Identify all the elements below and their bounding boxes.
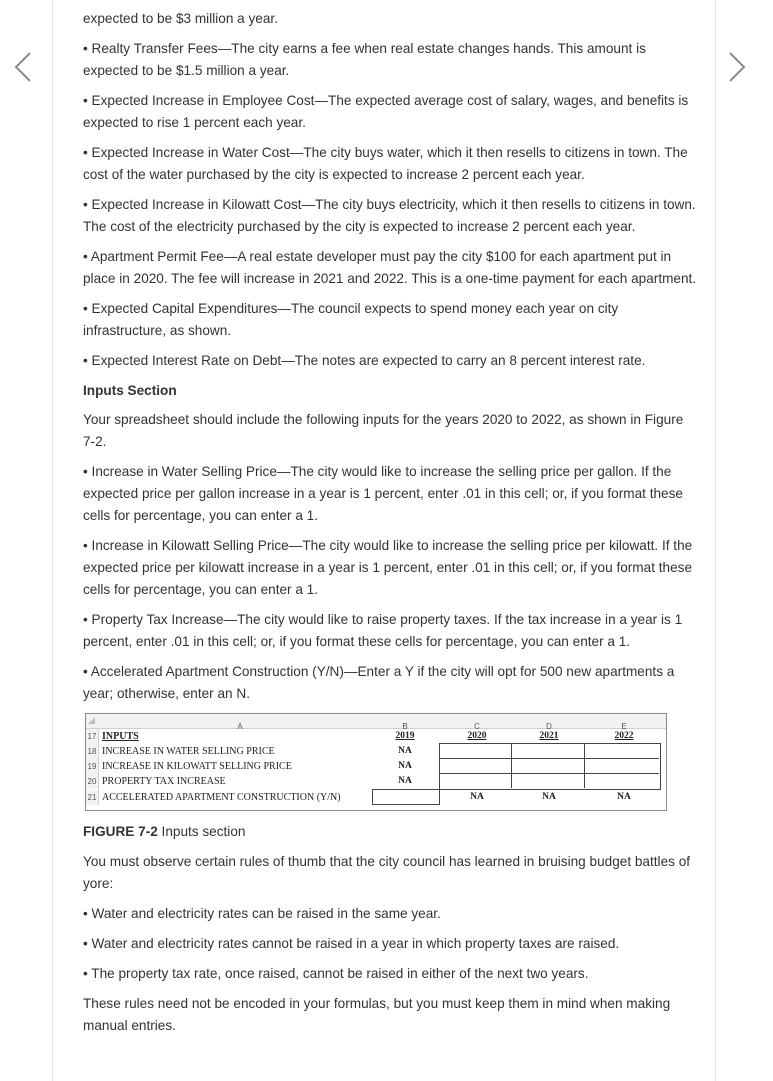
- chevron-right-icon: [724, 50, 752, 84]
- cell-b19: NA: [398, 761, 412, 771]
- column-header-c: C: [474, 722, 480, 731]
- next-page-button[interactable]: [724, 50, 752, 84]
- bullet-accelerated-construction: • Accelerated Apartment Construction (Y/N)—Enter a Y if the city will opt for 500 new apartments a year; otherwise, enter an N.: [83, 664, 675, 701]
- cell-b18: NA: [398, 746, 412, 756]
- figure-caption-text: Inputs section: [157, 824, 246, 839]
- cell-e21: NA: [617, 792, 631, 802]
- rule-item: • The property tax rate, once raised, cannot be raised in either of the next two years.: [83, 966, 589, 981]
- row-label: INCREASE IN KILOWATT SELLING PRICE: [102, 761, 292, 772]
- chevron-left-icon: [10, 50, 38, 84]
- figure-7-2: [85, 713, 698, 811]
- bullet-water-selling-price: • Increase in Water Selling Price—The city would like to increase the selling price per gallon. If the expected price per gallon increase in a year is 1 percent, enter .01 in this cell; or, if you format these cells for percentage, you can enter a 1.: [83, 464, 683, 523]
- row-number: 20: [86, 774, 99, 789]
- bullet-capital-expenditures: • Expected Capital Expenditures—The council expects to spend money each year on city infrastructure, as shown.: [83, 301, 619, 338]
- document-body: [83, 8, 698, 1045]
- sheet-row-18: [86, 744, 666, 759]
- row-number: 21: [86, 790, 99, 805]
- column-header-a: A: [237, 722, 243, 731]
- bullet-realty-transfer-fees: • Realty Transfer Fees—The city earns a fee when real estate changes hands. This amount is expected to be $1.5 million a year.: [83, 41, 646, 78]
- paragraph: expected to be $3 million a year.: [83, 11, 278, 26]
- spreadsheet-figure: [85, 713, 667, 811]
- column-header-d: D: [546, 722, 552, 731]
- year-2022: 2022: [614, 731, 634, 741]
- year-2021: 2021: [539, 731, 559, 741]
- paragraph: These rules need not be encoded in your formulas, but you must keep them in mind when making manual entries.: [83, 996, 671, 1033]
- row-label: INPUTS: [102, 731, 139, 742]
- paragraph: You must observe certain rules of thumb that the city council has learned in bruising budget battles of yore:: [83, 854, 691, 891]
- column-header-bar: [86, 714, 666, 729]
- sheet-row-19: [86, 759, 666, 774]
- sheet-row-21: [86, 790, 666, 805]
- column-header-b: B: [402, 722, 408, 731]
- paragraph: Your spreadsheet should include the following inputs for the years 2020 to 2022, as shown in Figure 7-2.: [83, 412, 684, 449]
- page-border-left: [52, 0, 53, 1081]
- page-border-right: [715, 0, 716, 1081]
- cell-c21: NA: [470, 792, 484, 802]
- year-2020: 2020: [467, 731, 487, 741]
- bullet-kilowatt-selling-price: • Increase in Kilowatt Selling Price—The city would like to increase the selling price per kilowatt. If the expected price per kilowatt increase in a year is 1 percent, enter .01 in this cell; or, if you format these cells for percentage, you can enter a 1.: [83, 538, 693, 597]
- cell-d21: NA: [542, 792, 556, 802]
- sheet-row-20: [86, 774, 666, 789]
- sheet-row-17: [86, 729, 666, 744]
- bullet-apartment-permit-fee: • Apartment Permit Fee—A real estate developer must pay the city $100 for each apartment put in place in 2020. The fee will increase in 2021 and 2022. This is a one-time payment for each apartment.: [83, 249, 697, 286]
- row-number: 17: [86, 729, 99, 744]
- column-header-e: E: [621, 722, 627, 731]
- section-heading: Inputs Section: [83, 383, 177, 398]
- row-label: PROPERTY TAX INCREASE: [102, 776, 226, 787]
- row-label: INCREASE IN WATER SELLING PRICE: [102, 746, 275, 757]
- year-2019: 2019: [395, 731, 415, 741]
- rule-item: • Water and electricity rates cannot be raised in a year in which property taxes are raised.: [83, 936, 620, 951]
- bullet-property-tax-increase: • Property Tax Increase—The city would like to raise property taxes. If the tax increase in a year is 1 percent, enter .01 in this cell; or, if you format these cells for percentage, you can enter a 1.: [83, 612, 683, 649]
- row-number: 19: [86, 759, 99, 774]
- rule-item: • Water and electricity rates can be raised in the same year.: [83, 906, 441, 921]
- row-number: 18: [86, 744, 99, 759]
- select-all-corner: [88, 717, 95, 724]
- bullet-kilowatt-cost: • Expected Increase in Kilowatt Cost—The city buys electricity, which it then resells to citizens in town. The cost of the electricity purchased by the city is expected to increase 2 percent each year.: [83, 197, 696, 234]
- figure-caption-label: FIGURE 7-2: [83, 824, 158, 839]
- figure-caption: [83, 821, 698, 843]
- previous-page-button[interactable]: [10, 50, 38, 84]
- cell-b20: NA: [398, 776, 412, 786]
- row-label: ACCELERATED APARTMENT CONSTRUCTION (Y/N): [102, 792, 341, 803]
- bullet-interest-rate: • Expected Interest Rate on Debt—The notes are expected to carry an 8 percent interest rate.: [83, 353, 646, 368]
- bullet-employee-cost: • Expected Increase in Employee Cost—The expected average cost of salary, wages, and benefits is expected to rise 1 percent each year.: [83, 93, 689, 130]
- bullet-water-cost: • Expected Increase in Water Cost—The city buys water, which it then resells to citizens in town. The cost of the water purchased by the city is expected to increase 2 percent each year.: [83, 145, 688, 182]
